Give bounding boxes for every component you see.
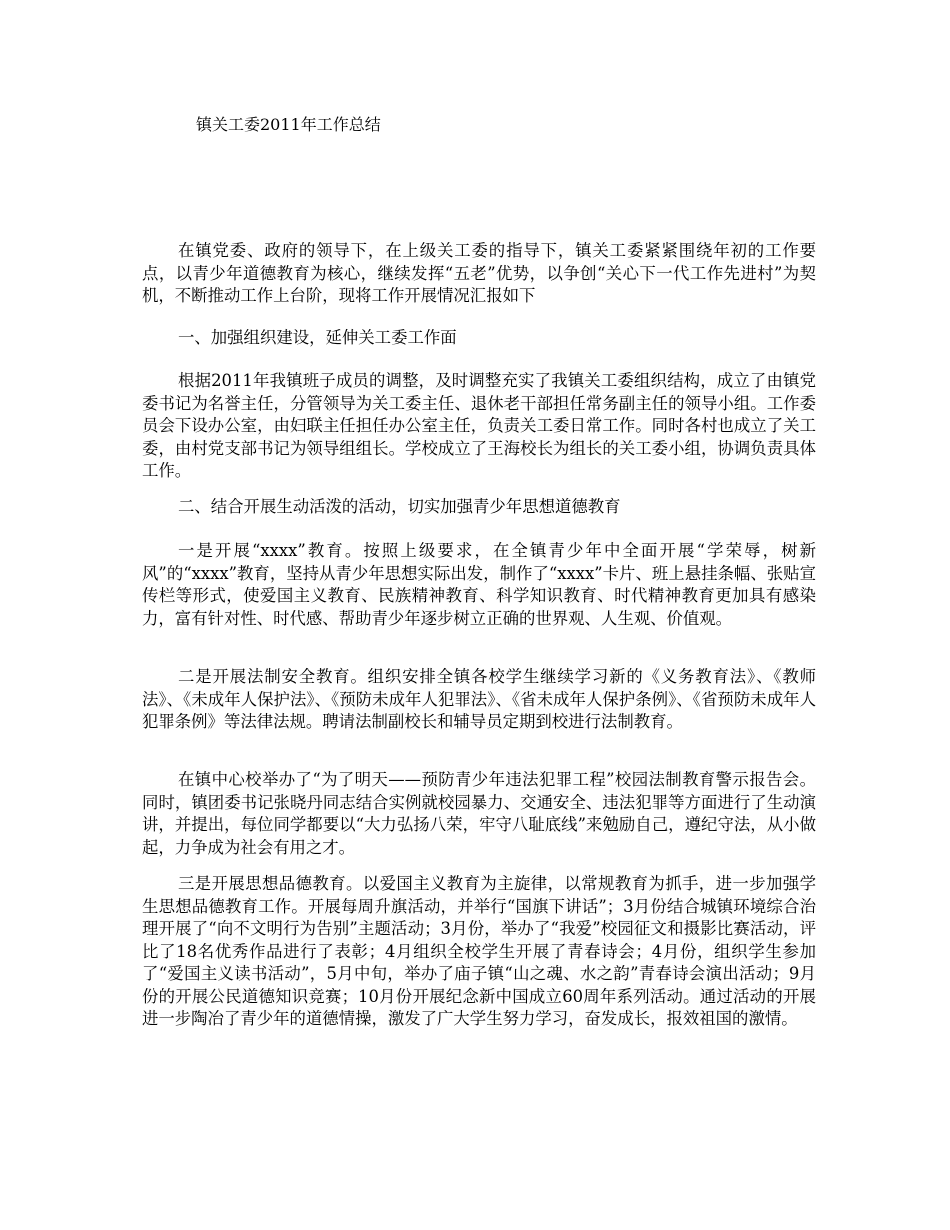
section2-heading: 二、结合开展生动活泼的活动，切实加强青少年思想道德教育: [178, 497, 621, 516]
section2-paragraph-3: 在镇中心校举办了“为了明天——预防青少年违法犯罪工程”校园法制教育警示报告会。同时，镇团委书记张晓丹同志结合实例就校园暴力、交通安全、违法犯罪等方面进行了生动演讲，并提出，每位同学都要以“大力弘扬八荣，牢守八耻底线”来勉励自己，遵纪守法，从小做起，力争成为社会有用之才。: [142, 770, 816, 857]
section2-paragraph-4: 三是开展思想品德教育。以爱国主义教育为主旋律，以常规教育为抓手，进一步加强学生思想品德教育工作。开展每周升旗活动，并举行“国旗下讲话”；3月份结合城镇环境综合治理开展了“向不文明行为告别”主题活动；3月份，举办了“我爱”校园征文和摄影比赛活动，评比了18名优秀作品进行了表彰；4月组织全校学生开展了青春诗会；4月份，组织学生参加了“爱国主义读书活动”，5月中旬，举办了庙子镇“山之魂、水之韵”青春诗会演出活动；9月份的开展公民道德知识竞赛；10月份开展纪念新中国成立60周年系列活动。通过活动的开展进一步陶冶了青少年的道德情操，激发了广大学生努力学习，奋发成长，报效祖国的激情。: [142, 874, 816, 1028]
section2-paragraph-1: 一是开展“xxxx”教育。按照上级要求，在全镇青少年中全面开展“学荣辱，树新风”的“xxxx”教育，坚持从青少年思想实际出发，制作了“xxxx”卡片、班上悬挂条幅、张贴宣传栏等形式，使爱国主义教育、民族精神教育、科学知识教育、时代精神教育更加具有感染力，富有针对性、时代感、帮助青少年逐步树立正确的世界观、人生观、价值观。: [142, 541, 816, 628]
document-title: 镇关工委2011年工作总结: [196, 115, 381, 134]
section2-paragraph-2: 二是开展法制安全教育。组织安排全镇各校学生继续学习新的《义务教育法》、《教师法》、《未成年人保护法》、《预防未成年人犯罪法》、《省未成年人保护条例》、《省预防未成年人犯罪条例》等法律法规。聘请法制副校长和辅导员定期到校进行法制教育。: [142, 667, 816, 731]
intro-paragraph: 在镇党委、政府的领导下，在上级关工委的指导下，镇关工委紧紧围绕年初的工作要点，以青少年道德教育为核心，继续发挥“五老”优势，以争创“关心下一代工作先进村”为契机，不断推动工作上台阶，现将工作开展情况汇报如下: [142, 241, 816, 305]
section1-paragraph: 根据2011年我镇班子成员的调整，及时调整充实了我镇关工委组织结构，成立了由镇党委书记为名誉主任，分管领导为关工委主任、退休老干部担任常务副主任的领导小组。工作委员会下设办公室，由妇联主任担任办公室主任，负责关工委日常工作。同时各村也成立了关工委，由村党支部书记为领导组组长。学校成立了王海校长为组长的关工委小组，协调负责具体工作。: [142, 371, 816, 480]
section1-heading: 一、加强组织建设，延伸关工委工作面: [178, 328, 457, 347]
